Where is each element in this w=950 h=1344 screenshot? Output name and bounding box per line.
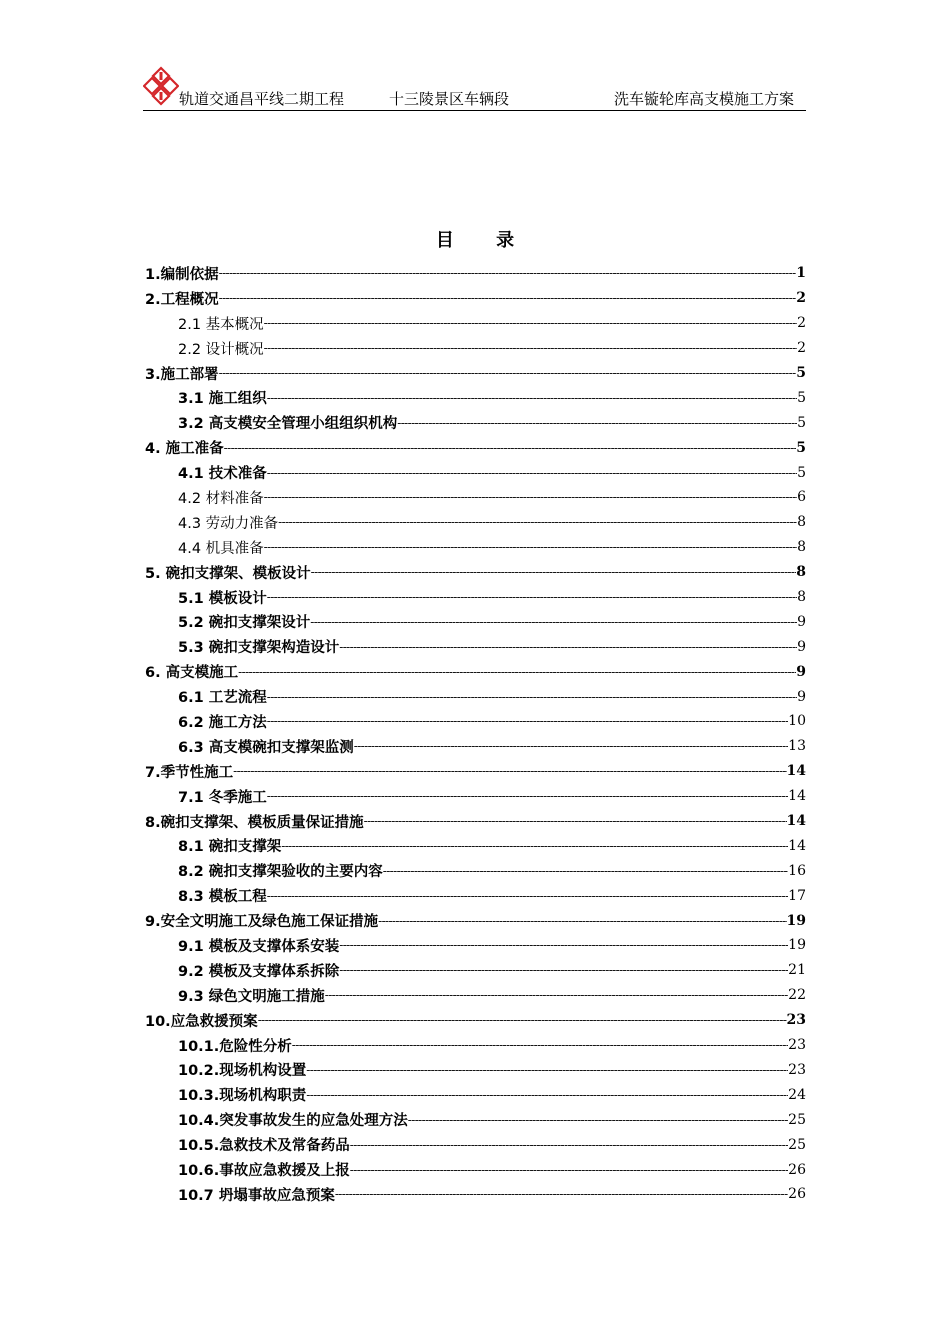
toc-entry[interactable] <box>145 684 806 709</box>
toc-entry-text: 模板及支撑体系安装 <box>208 938 340 955</box>
toc-entry-page-number: 25 <box>788 1136 806 1153</box>
toc-leader-dashes <box>267 590 797 604</box>
toc-entry-text: 事故应急救援及上报 <box>219 1163 350 1179</box>
toc-leader-dashes <box>306 1063 788 1077</box>
toc-entry-page-number: 16 <box>788 862 806 879</box>
toc-entry-label <box>145 761 233 782</box>
toc-entry-label <box>178 611 310 632</box>
toc-entry-page-number: 23 <box>788 1061 806 1078</box>
toc-leader-dashes <box>311 565 797 579</box>
toc-entry-page-number: 5 <box>797 389 806 406</box>
toc-leader-dashes <box>219 366 797 380</box>
toc-entry[interactable] <box>145 634 806 659</box>
toc-leader-dashes <box>310 615 797 629</box>
toc-entry-page-number: 8 <box>797 539 806 556</box>
toc-entry[interactable] <box>145 1058 806 1083</box>
toc-entry[interactable] <box>145 908 806 933</box>
toc-entry-text: 突发事故发生的应急处理方法 <box>219 1113 408 1130</box>
toc-entry-label <box>178 636 339 657</box>
toc-entry-label <box>178 860 383 881</box>
header-project: 轨道交通昌平线二期工程 <box>179 90 345 108</box>
toc-leader-dashes <box>267 690 797 704</box>
toc-entry-label <box>178 1159 350 1180</box>
toc-entry-page-number: 23 <box>788 1037 806 1054</box>
toc-leader-dashes <box>325 988 788 1002</box>
toc-leader-dashes <box>233 764 786 778</box>
toc-entry-label <box>145 562 311 583</box>
toc-entry[interactable] <box>145 410 806 435</box>
toc-entry[interactable] <box>145 535 806 560</box>
toc-entry-label <box>178 487 264 508</box>
toc-entry-number: 6.3 <box>178 739 209 756</box>
toc-entry-page-number: 1 <box>796 265 806 282</box>
toc-entry-number: 8.3 <box>178 889 209 906</box>
toc-entry-text: 设计概况 <box>205 341 264 358</box>
toc-entry-number: 4.2 <box>178 490 206 507</box>
toc-entry[interactable] <box>145 1132 806 1157</box>
toc-entry-label <box>178 338 264 359</box>
toc-entry-number: 9.1 <box>178 938 209 955</box>
toc-entry-text: 坍塌事故应急预案 <box>218 1187 335 1204</box>
toc-entry-label <box>145 910 378 931</box>
toc-entry-page-number: 14 <box>788 788 806 805</box>
toc-entry-label <box>145 437 224 458</box>
toc-leader-dashes <box>335 1187 788 1201</box>
toc-entry-page-number: 6 <box>797 489 806 506</box>
toc-leader-dashes <box>258 1013 787 1027</box>
toc-entry-number: 10. <box>145 1013 171 1030</box>
toc-entry-text: 现场机构职责 <box>219 1088 307 1105</box>
toc-leader-dashes <box>267 714 788 728</box>
toc-entry-text: 机具准备 <box>205 540 264 557</box>
toc-entry[interactable] <box>145 659 806 684</box>
toc-entry-label <box>178 835 281 856</box>
toc-entry[interactable] <box>145 833 806 858</box>
toc-leader-dashes <box>278 515 797 529</box>
toc-entry-text: 碗扣支撑架 <box>208 839 282 856</box>
toc-entry-number: 3.2 <box>178 416 209 433</box>
toc-leader-dashes <box>339 963 788 977</box>
toc-entry-page-number: 9 <box>796 663 806 680</box>
toc-entry-number: 7.1 <box>178 789 209 806</box>
toc-entry-label <box>178 412 397 433</box>
toc-entry-number: 5.2 <box>178 615 209 632</box>
toc-entry-number: 8.2 <box>178 864 209 881</box>
toc-entry-label <box>145 363 219 384</box>
toc-entry-label <box>178 960 339 981</box>
toc-entry[interactable] <box>145 883 806 908</box>
toc-entry-page-number: 23 <box>786 1012 806 1029</box>
toc-entry[interactable] <box>145 1082 806 1107</box>
toc-entry-page-number: 5 <box>796 365 806 381</box>
toc-entry-text: 危险性分析 <box>219 1038 292 1055</box>
toc-entry-number: 7. <box>145 764 161 781</box>
toc-leader-dashes <box>350 1163 788 1177</box>
toc-leader-dashes <box>339 640 797 654</box>
toc-entry-text: 技术准备 <box>208 466 267 483</box>
toc-entry-number: 10.2. <box>178 1063 220 1080</box>
toc-entry-page-number: 21 <box>788 962 806 979</box>
toc-entry-page-number: 2 <box>797 340 806 357</box>
toc-entry-number: 10.7 <box>178 1187 219 1204</box>
toc-entry-number: 10.1. <box>178 1038 220 1055</box>
toc-entry-text: 应急救援预案 <box>170 1013 258 1030</box>
toc-entry-number: 10.4. <box>178 1113 220 1130</box>
toc-entry-label <box>178 736 354 757</box>
toc-leader-dashes <box>354 739 788 753</box>
toc-entry-label <box>178 1084 306 1105</box>
toc-leader-dashes <box>292 1038 788 1052</box>
toc-entry[interactable] <box>145 560 806 585</box>
toc-entry-label <box>145 811 364 832</box>
toc-entry-label <box>178 786 267 807</box>
toc-entry-text: 材料准备 <box>205 490 264 507</box>
header-section: 十三陵景区车辆段 <box>389 90 510 108</box>
toc-entry-label <box>178 1035 292 1056</box>
toc-entry-number: 5. <box>145 565 166 582</box>
toc-entry[interactable] <box>145 261 806 286</box>
toc-entry-label <box>178 462 267 483</box>
toc-entry-number: 1. <box>145 266 161 283</box>
toc-entry-page-number: 10 <box>788 713 806 730</box>
toc-entry-number: 4.3 <box>178 515 206 532</box>
toc-entry[interactable] <box>145 1182 806 1207</box>
toc-entry-page-number: 8 <box>796 564 806 581</box>
toc-entry-label <box>178 387 267 408</box>
toc-entry-page-number: 14 <box>786 763 806 780</box>
toc-entry-text: 绿色文明施工措施 <box>208 988 325 1005</box>
toc-entry-label <box>178 885 267 906</box>
toc-entry-label <box>178 935 339 956</box>
toc-entry-text: 模板设计 <box>208 590 267 607</box>
toc-entry[interactable] <box>145 485 806 510</box>
toc-entry[interactable] <box>145 709 806 734</box>
toc-entry-label <box>178 1109 408 1130</box>
toc-entry-label <box>178 1184 335 1205</box>
toc-entry-text: 工程概况 <box>160 291 219 308</box>
toc-entry-page-number: 8 <box>797 589 806 606</box>
toc-entry[interactable] <box>145 336 806 361</box>
toc-entry-page-number: 9 <box>797 613 806 630</box>
toc-entry[interactable] <box>145 734 806 759</box>
toc-entry-number: 8. <box>145 814 161 831</box>
toc-leader-dashes <box>238 665 796 679</box>
toc-leader-dashes <box>219 266 797 280</box>
toc-entry-text: 季节性施工 <box>160 764 234 781</box>
toc-entry-page-number: 8 <box>797 514 806 531</box>
toc-entry-page-number: 14 <box>786 813 806 830</box>
toc-entry[interactable] <box>145 958 806 983</box>
toc-entry-page-number: 9 <box>797 688 806 705</box>
toc-entry[interactable] <box>145 1008 806 1033</box>
toc-entry-text: 碗扣支撑架构造设计 <box>208 640 340 657</box>
toc-entry-page-number: 19 <box>788 937 806 954</box>
toc-entry[interactable] <box>145 809 806 834</box>
toc-leader-dashes <box>364 814 787 828</box>
toc-leader-dashes <box>267 789 788 803</box>
toc-leader-dashes <box>306 1088 788 1102</box>
toc-entry[interactable] <box>145 460 806 485</box>
toc-entry-text: 施工组织 <box>208 391 267 408</box>
toc-entry-text: 编制依据 <box>160 266 219 283</box>
toc-entry-page-number: 5 <box>796 439 806 456</box>
toc-entry-page-number: 17 <box>788 887 806 904</box>
toc-entry-number: 2.1 <box>178 316 206 333</box>
toc-entry[interactable] <box>145 609 806 634</box>
toc-leader-dashes <box>378 914 786 928</box>
toc-leader-dashes <box>264 490 797 504</box>
toc-entry[interactable] <box>145 1033 806 1058</box>
toc-entry-text: 模板工程 <box>208 889 267 906</box>
page-header <box>143 66 806 111</box>
toc-title <box>0 226 950 252</box>
toc-entry-page-number: 5 <box>797 414 806 431</box>
toc-entry[interactable] <box>145 983 806 1008</box>
toc-entry-text: 高支模施工 <box>165 665 239 682</box>
toc-entry-number: 9.3 <box>178 988 209 1005</box>
toc-entry-text: 现场机构设置 <box>219 1063 307 1080</box>
toc-entry-label <box>178 1059 306 1080</box>
toc-entry[interactable] <box>145 933 806 958</box>
toc-entry[interactable] <box>145 858 806 883</box>
toc-entry-number: 9.2 <box>178 963 209 980</box>
toc-entry-number: 4. <box>145 441 166 458</box>
toc-entry-page-number: 13 <box>788 738 806 755</box>
toc-leader-dashes <box>264 341 797 355</box>
toc-leader-dashes <box>267 466 797 480</box>
toc-entry-page-number: 5 <box>797 464 806 481</box>
toc-entry-number: 6.2 <box>178 714 209 731</box>
toc-entry-number: 2. <box>145 291 161 308</box>
toc-entry-number: 4.1 <box>178 466 209 483</box>
toc-entry-number: 10.6. <box>178 1163 220 1179</box>
toc-leader-dashes <box>224 441 797 455</box>
toc-entry-page-number: 14 <box>788 837 806 854</box>
toc-leader-dashes <box>264 540 797 554</box>
toc-entry-number: 6. <box>145 665 166 682</box>
toc-entry-page-number: 26 <box>788 1161 806 1178</box>
toc-entry-number: 2.2 <box>178 341 206 358</box>
toc-entry-text: 施工部署 <box>160 366 219 383</box>
toc-entry-text: 碗扣支撑架、模板设计 <box>165 565 311 582</box>
toc-entry-text: 碗扣支撑架设计 <box>208 615 311 632</box>
toc-entry-page-number: 19 <box>786 912 806 929</box>
toc-entry-page-number: 22 <box>788 987 806 1004</box>
toc-entry-label <box>145 1010 258 1031</box>
toc-entry-number: 3. <box>145 366 161 383</box>
toc-entry-text: 基本概况 <box>205 316 264 333</box>
toc-leader-dashes <box>350 1138 788 1152</box>
toc-entry-text: 碗扣支撑架、模板质量保证措施 <box>160 814 364 831</box>
toc-entry-number: 3.1 <box>178 391 209 408</box>
toc-entry-text: 施工方法 <box>208 714 267 731</box>
table-of-contents <box>145 261 806 1207</box>
toc-entry-text: 急救技术及常备药品 <box>219 1138 350 1155</box>
toc-entry[interactable] <box>145 385 806 410</box>
toc-entry[interactable] <box>145 311 806 336</box>
toc-entry[interactable] <box>145 1107 806 1132</box>
toc-entry-page-number: 2 <box>796 290 806 307</box>
toc-leader-dashes <box>408 1113 788 1127</box>
toc-entry-label <box>178 985 325 1006</box>
toc-entry-page-number: 25 <box>788 1111 806 1128</box>
toc-entry-number: 5.3 <box>178 640 209 657</box>
toc-entry[interactable] <box>145 784 806 809</box>
toc-entry-label <box>178 587 267 608</box>
toc-entry-page-number: 9 <box>797 638 806 655</box>
toc-leader-dashes <box>264 316 797 330</box>
toc-entry-label <box>145 661 238 682</box>
toc-entry[interactable] <box>145 361 806 386</box>
toc-leader-dashes <box>339 938 788 952</box>
toc-entry[interactable] <box>145 585 806 610</box>
company-logo-icon <box>143 66 179 106</box>
toc-entry-text: 模板及支撑体系拆除 <box>208 963 340 980</box>
toc-entry-page-number: 24 <box>788 1086 806 1103</box>
toc-entry-text: 高支模碗扣支撑架监测 <box>208 739 354 756</box>
toc-entry[interactable] <box>145 1157 806 1182</box>
toc-leader-dashes <box>383 864 788 878</box>
toc-entry-label <box>178 711 267 732</box>
toc-entry-label <box>178 313 264 334</box>
toc-entry[interactable] <box>145 759 806 784</box>
toc-entry-page-number: 26 <box>788 1186 806 1203</box>
toc-entry-number: 10.3. <box>178 1088 220 1105</box>
toc-entry-text: 施工准备 <box>165 441 224 458</box>
toc-entry[interactable] <box>145 510 806 535</box>
toc-entry[interactable] <box>145 286 806 311</box>
toc-entry-text: 碗扣支撑架验收的主要内容 <box>208 864 383 881</box>
toc-entry-text: 高支模安全管理小组组织机构 <box>208 416 398 433</box>
toc-leader-dashes <box>219 291 797 305</box>
toc-entry-text: 劳动力准备 <box>205 515 279 532</box>
toc-leader-dashes <box>267 391 797 405</box>
toc-leader-dashes <box>281 839 788 853</box>
toc-entry-label <box>178 512 278 533</box>
toc-title-text: 目 录 <box>435 230 533 251</box>
toc-entry[interactable] <box>145 435 806 460</box>
toc-entry-text: 工艺流程 <box>208 690 267 707</box>
toc-entry-label <box>178 686 267 707</box>
toc-entry-text: 安全文明施工及绿色施工保证措施 <box>160 914 379 931</box>
toc-entry-number: 8.1 <box>178 839 209 856</box>
header-document: 洗车镟轮库高支模施工方案 <box>613 90 794 108</box>
toc-entry-number: 6.1 <box>178 690 209 707</box>
toc-entry-label <box>145 263 219 284</box>
toc-entry-number: 9. <box>145 914 161 931</box>
toc-entry-page-number: 2 <box>797 315 806 332</box>
toc-entry-label <box>178 1134 350 1155</box>
toc-entry-number: 4.4 <box>178 540 206 557</box>
toc-entry-label <box>178 537 264 558</box>
toc-entry-number: 5.1 <box>178 590 209 607</box>
toc-entry-number: 10.5. <box>178 1138 220 1155</box>
toc-leader-dashes <box>397 416 797 430</box>
toc-leader-dashes <box>267 889 788 903</box>
toc-entry-text: 冬季施工 <box>208 789 267 806</box>
toc-entry-label <box>145 288 219 309</box>
